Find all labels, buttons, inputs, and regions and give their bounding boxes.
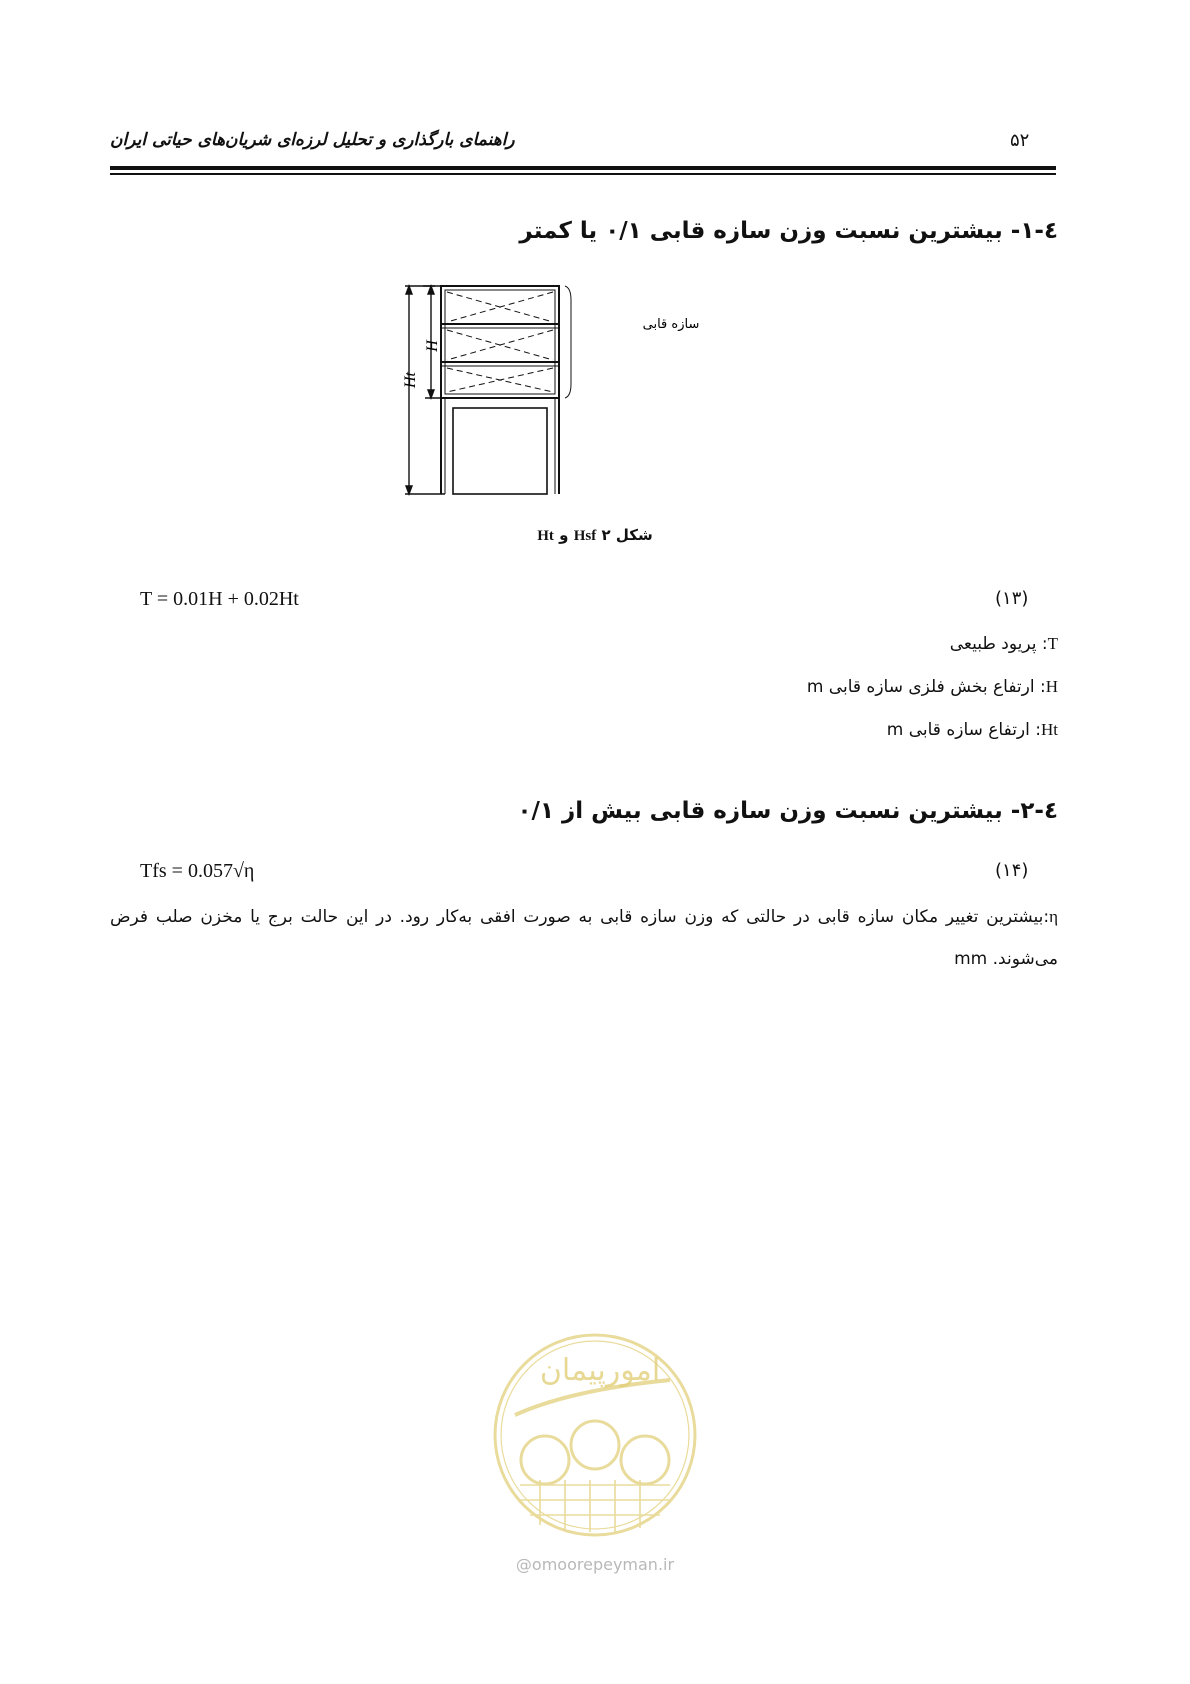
caption-Hsf: Hsf: [573, 528, 597, 544]
definition-text: : پریود طبیعی: [949, 634, 1048, 654]
figure-caption: [500, 526, 690, 545]
base-opening: [453, 408, 547, 494]
eta-definition-paragraph: [110, 896, 1058, 980]
figure-frame-structure: [402, 280, 765, 500]
definition-Ht: [358, 720, 1058, 740]
watermark-logo: [490, 1320, 700, 1620]
frame-bracket: [565, 286, 571, 398]
equation-14: Tfs = 0.057√η: [140, 860, 255, 882]
watermark-logo-text: امورپیمان: [539, 1353, 661, 1388]
watermark-logo-icon: [490, 1320, 700, 1550]
watermark-url: @omoorepeyman.ir: [515, 1555, 675, 1574]
definition-symbol: T: [1047, 634, 1058, 653]
page-number: ۵۲: [1010, 130, 1030, 151]
frame-outline: [441, 286, 559, 398]
section-1-title: ٤-١- بیشترین نسبت وزن سازه قابی ٠/١ یا کمتر: [519, 218, 1058, 244]
definition-symbol: Ht: [1041, 720, 1058, 739]
definition-symbol: H: [1045, 677, 1058, 696]
header-rule-thin: [110, 173, 1056, 175]
definition-text: : ارتفاع بخش فلزی سازه قابی m: [806, 677, 1046, 697]
paragraph-symbol: η: [1049, 907, 1058, 926]
frame-diagram: [402, 280, 765, 500]
label-Ht: Ht: [402, 372, 419, 388]
caption-Ht: Ht: [537, 528, 554, 544]
equation-14-number: (١۴): [995, 860, 1029, 881]
definition-T: [358, 634, 1058, 654]
paragraph-text: :بیشترین تغییر مکان سازه قابی در حالتی که وزن سازه قابی به صورت افقی به‌کار رود. در این حالت برج یا مخزن صلب فرض می‌شوند. mm: [110, 907, 1058, 969]
caption-prefix: شکل ٢: [601, 526, 653, 544]
section-heading-1: [258, 218, 1058, 244]
equation-13: T = 0.01H + 0.02Ht: [140, 588, 299, 610]
definition-text: : ارتفاع سازه قابی m: [886, 720, 1041, 740]
section-2-title: ٤-٢- بیشترین نسبت وزن سازه قابی بیش از ٠/١: [517, 798, 1058, 824]
running-title: راهنمای بارگذاری و تحلیل لرزه‌ای شریان‌های حیاتی ایران: [110, 130, 515, 150]
label-frame: سازه قابی: [642, 317, 700, 332]
label-H: H: [424, 340, 441, 352]
section-heading-2: [258, 798, 1058, 824]
caption-and: و: [559, 526, 569, 544]
equation-13-number: (١٣): [995, 588, 1029, 609]
definition-H: [358, 677, 1058, 697]
header-rule-thick: [110, 166, 1056, 170]
